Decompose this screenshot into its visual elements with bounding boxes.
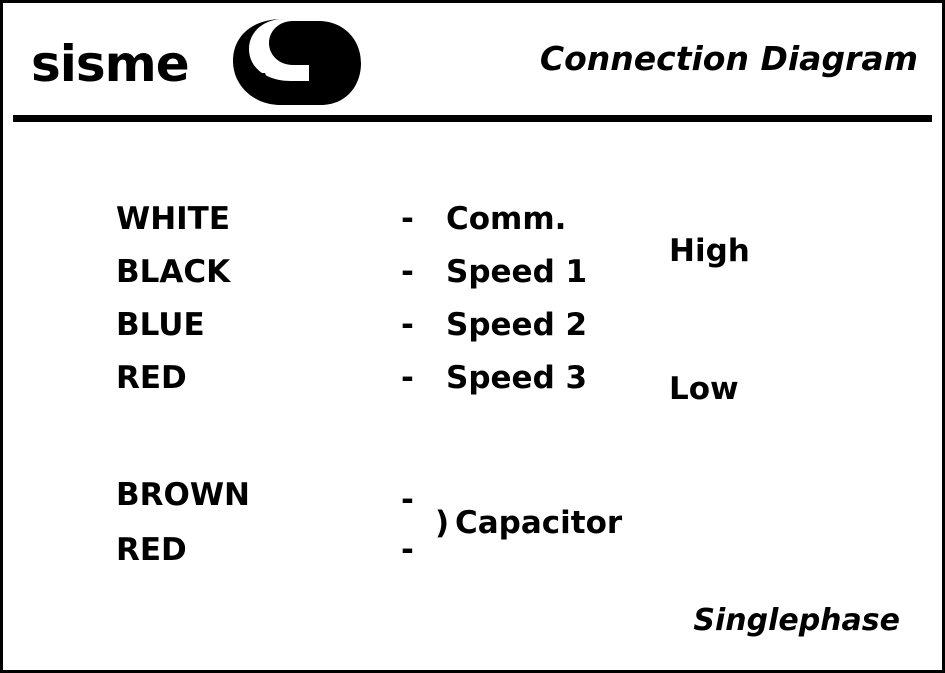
capacitor-label: Capacitor [455,505,623,541]
page-title: Connection Diagram [539,39,918,78]
table-row [3,252,945,305]
sisme-logo [25,15,355,107]
row-dash: - [401,201,414,237]
wire-function-label: Comm. [446,201,567,237]
wire-function-label: Speed 3 [446,360,588,396]
phase-note: Singlephase [693,603,900,638]
header-divider [13,115,932,122]
row-dash: - [401,307,414,343]
speed-wiring-table [3,199,945,411]
brand-wordmark: sisme [31,35,189,93]
capacitor-row-dash: - [401,482,414,518]
sisme-swirl-logo-icon [225,15,365,110]
wire-color-label: WHITE [116,201,230,237]
capacitor-wire-color-label: RED [116,532,187,568]
table-row [3,305,945,358]
wire-function-label: Speed 1 [446,254,588,290]
table-row [3,199,945,252]
row-dash: - [401,360,414,396]
capacitor-brace-icon: ) [435,505,450,541]
wire-color-label: BLUE [116,307,205,343]
page-header [3,3,942,121]
wire-function-label: Speed 2 [446,307,588,343]
speed-range-high-label: High [669,233,750,269]
capacitor-wire-color-label: BROWN [116,477,250,513]
wire-color-label: BLACK [116,254,231,290]
capacitor-wiring-group [3,475,945,585]
speed-range-low-label: Low [669,371,739,407]
wire-color-label: RED [116,360,187,396]
table-row [3,358,945,411]
row-dash: - [401,254,414,290]
capacitor-row-dash: - [401,532,414,568]
